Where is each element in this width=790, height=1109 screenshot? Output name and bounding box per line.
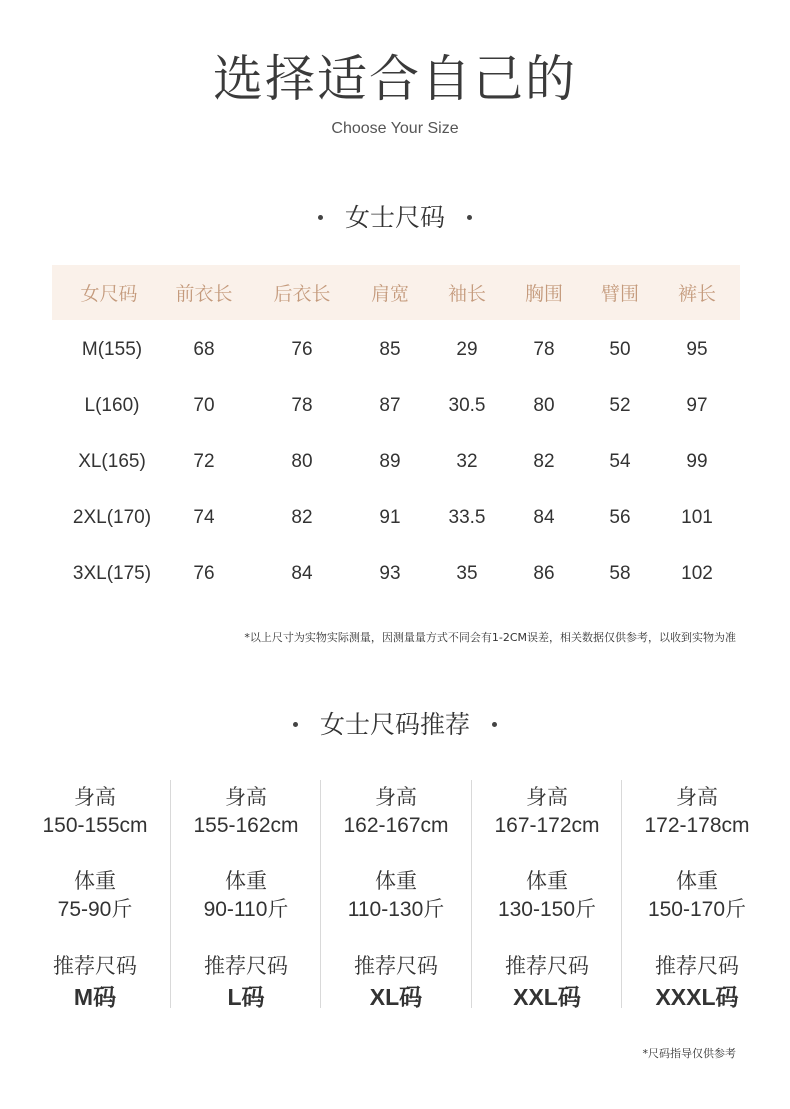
weight-value: 110-130斤 bbox=[347, 898, 445, 921]
table-header-cell: 肩宽 bbox=[370, 283, 410, 305]
table-cell: 29 bbox=[456, 339, 478, 360]
recommendation-heading bbox=[0, 708, 790, 742]
height-value: 167-172cm bbox=[494, 814, 600, 837]
table-cell: 50 bbox=[609, 339, 631, 360]
bullet-dot-icon bbox=[492, 722, 497, 727]
recommended-size-label: 推荐尺码 bbox=[505, 954, 589, 978]
recommendation-column bbox=[471, 780, 622, 1008]
table-header-row bbox=[52, 265, 740, 320]
weight-label: 体重 bbox=[375, 869, 417, 893]
table-cell: M(155) bbox=[81, 339, 143, 360]
table-cell: 91 bbox=[379, 507, 401, 528]
table-header-cell: 胸围 bbox=[524, 283, 564, 305]
table-cell: 89 bbox=[379, 451, 401, 472]
table-cell: 68 bbox=[193, 339, 215, 360]
bullet-dot-icon bbox=[467, 215, 472, 220]
table-cell: 78 bbox=[291, 395, 313, 416]
table-cell: 82 bbox=[533, 451, 555, 472]
table-cell: 80 bbox=[291, 451, 313, 472]
table-cell: 86 bbox=[533, 563, 555, 584]
recommended-size-value: XL码 bbox=[369, 984, 423, 1010]
recommended-size-value: L码 bbox=[227, 984, 265, 1010]
height-label: 身高 bbox=[375, 785, 417, 809]
weight-value: 130-150斤 bbox=[497, 898, 597, 921]
size-recommendation-grid bbox=[20, 780, 772, 1008]
height-value: 155-162cm bbox=[193, 814, 299, 837]
table-header-cell: 前衣长 bbox=[175, 283, 233, 305]
table-cell: 2XL(170) bbox=[72, 507, 152, 528]
table-cell: 58 bbox=[609, 563, 631, 584]
bullet-dot-icon bbox=[318, 215, 323, 220]
recommended-size-value: M码 bbox=[73, 984, 117, 1010]
table-cell: 97 bbox=[686, 395, 708, 416]
table-header-cell: 袖长 bbox=[447, 283, 487, 305]
height-label: 身高 bbox=[225, 785, 267, 809]
table-row bbox=[52, 320, 740, 376]
table-header-cell: 女尺码 bbox=[80, 283, 138, 305]
table-row bbox=[52, 488, 740, 544]
table-cell: 30.5 bbox=[448, 395, 486, 416]
height-value: 150-155cm bbox=[42, 814, 148, 837]
weight-value: 75-90斤 bbox=[57, 898, 133, 921]
bullet-dot-icon bbox=[293, 722, 298, 727]
table-cell: 84 bbox=[533, 507, 555, 528]
table-cell: 56 bbox=[609, 507, 631, 528]
table-cell: 95 bbox=[686, 339, 708, 360]
table-header-cell: 后衣长 bbox=[273, 283, 331, 305]
table-header-cell: 裤长 bbox=[677, 283, 717, 305]
table-cell: 82 bbox=[291, 507, 313, 528]
table-cell: 102 bbox=[681, 563, 713, 584]
table-cell: 3XL(175) bbox=[72, 563, 152, 584]
table-cell: 76 bbox=[193, 563, 215, 584]
table-cell: 87 bbox=[379, 395, 401, 416]
height-label: 身高 bbox=[74, 785, 116, 809]
table-cell: 70 bbox=[193, 395, 215, 416]
weight-value: 150-170斤 bbox=[647, 898, 747, 921]
recommended-size-value: XXXL码 bbox=[655, 984, 739, 1010]
table-cell: 84 bbox=[291, 563, 313, 584]
page-subtitle: Choose Your Size bbox=[331, 120, 459, 137]
table-cell: 74 bbox=[193, 507, 215, 528]
recommended-size-label: 推荐尺码 bbox=[53, 954, 137, 978]
recommendation-column bbox=[320, 780, 471, 1008]
height-value: 162-167cm bbox=[343, 814, 449, 837]
table-cell: 80 bbox=[533, 395, 555, 416]
recommendation-column bbox=[621, 780, 772, 1008]
height-value: 172-178cm bbox=[644, 814, 750, 837]
weight-label: 体重 bbox=[526, 869, 568, 893]
table-row bbox=[52, 544, 740, 600]
table-cell: L(160) bbox=[84, 395, 140, 416]
table-cell: 32 bbox=[456, 451, 478, 472]
size-chart-heading bbox=[0, 201, 790, 235]
recommendation-column bbox=[20, 780, 170, 1008]
weight-label: 体重 bbox=[676, 869, 718, 893]
table-cell: XL(165) bbox=[78, 451, 146, 472]
weight-label: 体重 bbox=[74, 869, 116, 893]
table-row bbox=[52, 376, 740, 432]
table-cell: 78 bbox=[533, 339, 555, 360]
weight-label: 体重 bbox=[225, 869, 267, 893]
recommendation-note: *尺码指导仅供参考 bbox=[642, 1047, 736, 1060]
table-cell: 35 bbox=[456, 563, 478, 584]
table-cell: 72 bbox=[193, 451, 215, 472]
size-chart-title: 女士尺码 bbox=[344, 203, 445, 232]
table-row bbox=[52, 432, 740, 488]
table-cell: 99 bbox=[686, 451, 708, 472]
recommended-size-label: 推荐尺码 bbox=[354, 954, 438, 978]
recommended-size-label: 推荐尺码 bbox=[655, 954, 739, 978]
measurement-note: *以上尺寸为实物实际测量，因测量量方式不同会有1-2CM误差，相关数据仅供参考，以收到实物为准 bbox=[244, 631, 736, 644]
height-label: 身高 bbox=[676, 785, 718, 809]
table-cell: 33.5 bbox=[448, 507, 486, 528]
size-chart-table bbox=[52, 265, 740, 600]
recommended-size-label: 推荐尺码 bbox=[204, 954, 288, 978]
page-title: 选择适合自己的 bbox=[213, 50, 577, 108]
recommended-size-value: XXL码 bbox=[513, 984, 581, 1010]
recommendation-title: 女士尺码推荐 bbox=[319, 710, 470, 739]
table-cell: 52 bbox=[609, 395, 631, 416]
table-cell: 76 bbox=[291, 339, 313, 360]
recommendation-column bbox=[170, 780, 321, 1008]
table-cell: 54 bbox=[609, 451, 631, 472]
table-cell: 85 bbox=[379, 339, 401, 360]
weight-value: 90-110斤 bbox=[203, 898, 289, 921]
height-label: 身高 bbox=[526, 785, 568, 809]
table-header-cell: 臂围 bbox=[600, 283, 640, 305]
table-cell: 93 bbox=[379, 563, 401, 584]
table-cell: 101 bbox=[681, 507, 713, 528]
